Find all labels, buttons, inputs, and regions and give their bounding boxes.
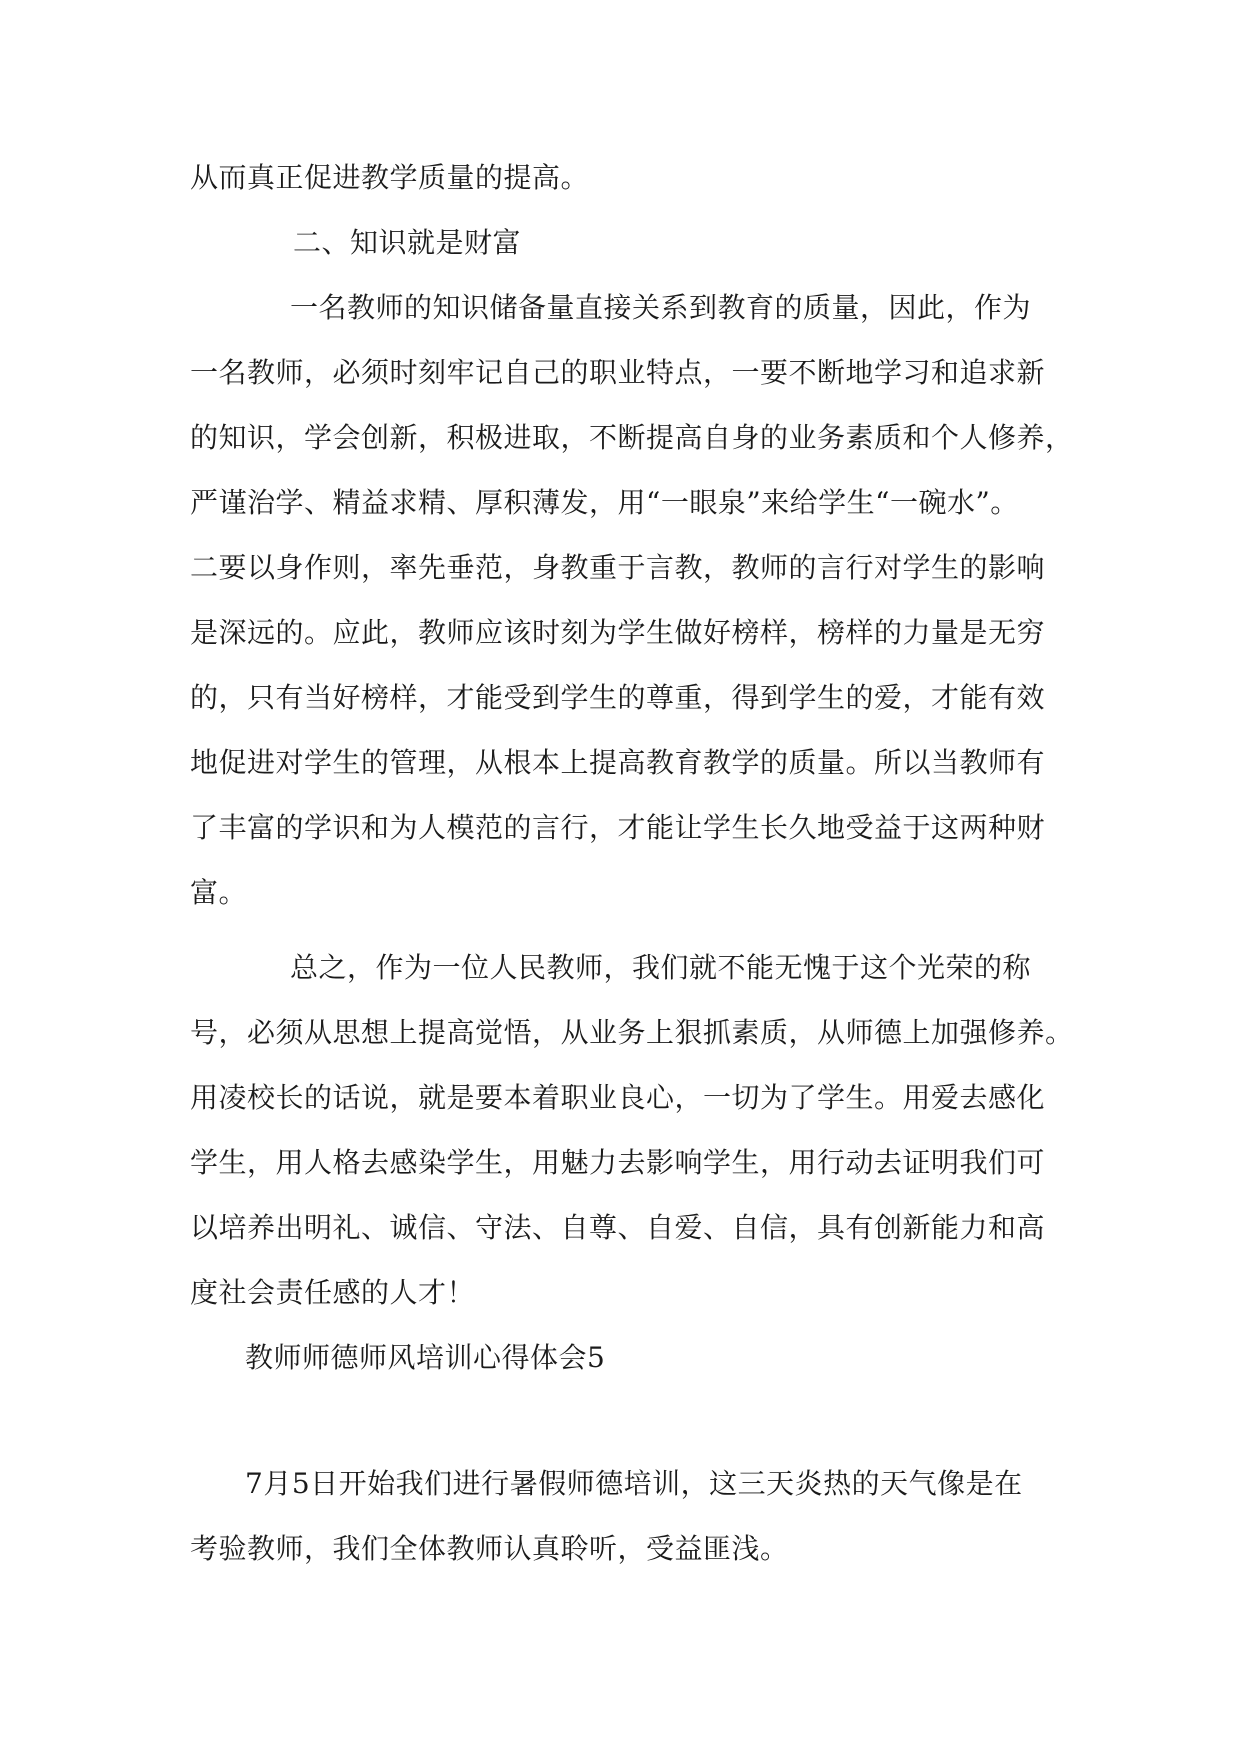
text-line: 从而真正促进教学质量的提高。: [190, 161, 590, 194]
article-title: 教师师德师风培训心得体会5: [245, 1341, 606, 1374]
text-line: 考验教师，我们全体教师认真聆听，受益匪浅。: [190, 1532, 789, 1565]
text-line: 严谨治学、精益求精、厚积薄发，用“一眼泉”来给学生“一碗水”。: [190, 486, 1019, 519]
text-line: 号，必须从思想上提高觉悟，从业务上狠抓素质，从师德上加强修养。: [190, 1016, 1074, 1049]
text-line: 7月5日开始我们进行暑假师德培训，这三天炎热的天气像是在: [245, 1467, 1023, 1500]
text-line: 的知识，学会创新，积极进取，不断提高自身的业务素质和个人修养，: [190, 421, 1074, 454]
text-line: 用凌校长的话说，就是要本着职业良心，一切为了学生。用爱去感化: [190, 1081, 1046, 1114]
text-line: 一名教师，必须时刻牢记自己的职业特点，一要不断地学习和追求新: [190, 356, 1046, 389]
text-line: 富。: [190, 876, 248, 909]
section-heading: 二、知识就是财富: [293, 226, 522, 259]
text-line: 是深远的。应此，教师应该时刻为学生做好榜样，榜样的力量是无穷: [190, 616, 1046, 649]
text-line: 度社会责任感的人才！: [190, 1276, 476, 1309]
text-line: 学生，用人格去感染学生，用魅力去影响学生，用行动去证明我们可: [190, 1146, 1046, 1179]
text-line: 以培养出明礼、诚信、守法、自尊、自爱、自信，具有创新能力和高: [190, 1211, 1046, 1244]
text-line: 的，只有当好榜样，才能受到学生的尊重，得到学生的爱，才能有效: [190, 681, 1046, 714]
text-line: 一名教师的知识储备量直接关系到教育的质量，因此，作为: [290, 291, 1032, 324]
text-line: 总之，作为一位人民教师，我们就不能无愧于这个光荣的称: [290, 951, 1032, 984]
text-line: 地促进对学生的管理，从根本上提高教育教学的质量。所以当教师有: [190, 746, 1046, 779]
text-line: 了丰富的学识和为人模范的言行，才能让学生长久地受益于这两种财: [190, 811, 1046, 844]
text-line: 二要以身作则，率先垂范，身教重于言教，教师的言行对学生的影响: [190, 551, 1046, 584]
